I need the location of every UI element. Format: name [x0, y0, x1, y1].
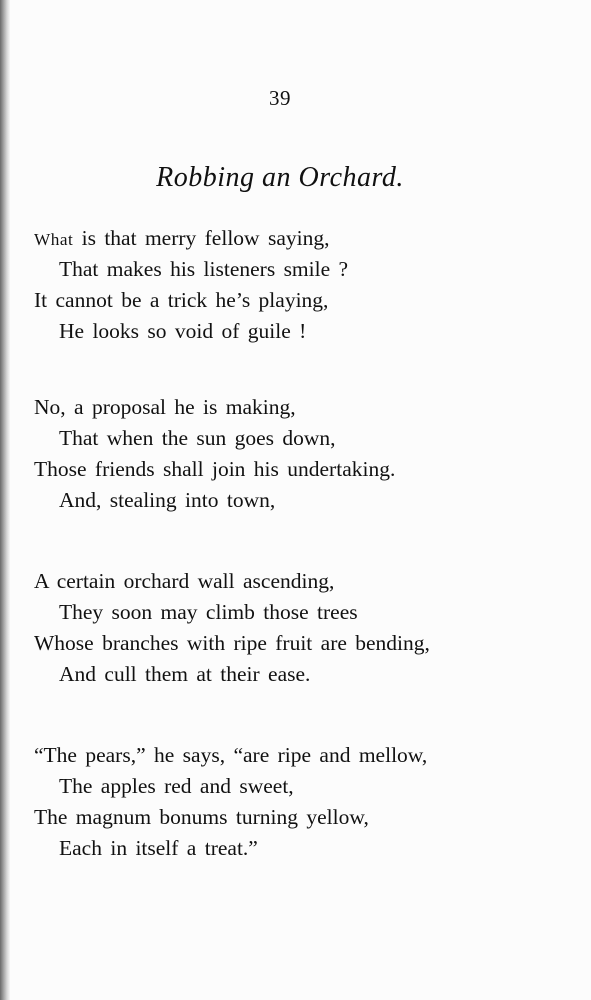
poem-line: “The pears,” he says, “are ripe and mellow,	[34, 743, 428, 767]
poem-line: And cull them at their ease.	[59, 662, 311, 686]
small-caps-first-word: What	[34, 230, 74, 249]
page-number: 39	[269, 86, 291, 110]
poem-line: It cannot be a trick he’s playing,	[34, 288, 329, 312]
poem-line: The magnum bonums turning yellow,	[34, 805, 369, 829]
stanza-1	[34, 223, 574, 347]
line-text: is that merry fellow saying,	[73, 226, 330, 250]
poem-line: That makes his listeners smile ?	[59, 257, 349, 281]
poem-title: Robbing an Orchard.	[156, 162, 404, 193]
poem-line	[34, 223, 574, 254]
poem-line: A certain orchard wall ascending,	[34, 569, 335, 593]
poem-line: The apples red and sweet,	[59, 774, 294, 798]
poem-line: No, a proposal he is making,	[34, 395, 296, 419]
book-spine-shadow	[0, 0, 10, 1000]
poem-line: Whose branches with ripe fruit are bending,	[34, 631, 430, 655]
stanza-4	[34, 740, 574, 864]
stanza-2	[34, 392, 574, 516]
poem-line: Those friends shall join his undertaking.	[34, 457, 396, 481]
poem-line: Each in itself a treat.”	[59, 836, 258, 860]
poem-line: He looks so void of guile !	[59, 319, 307, 343]
poem-line: That when the sun goes down,	[59, 426, 336, 450]
poem-line: And, stealing into town,	[59, 488, 276, 512]
poem-line: They soon may climb those trees	[59, 600, 358, 624]
stanza-3	[34, 566, 574, 690]
